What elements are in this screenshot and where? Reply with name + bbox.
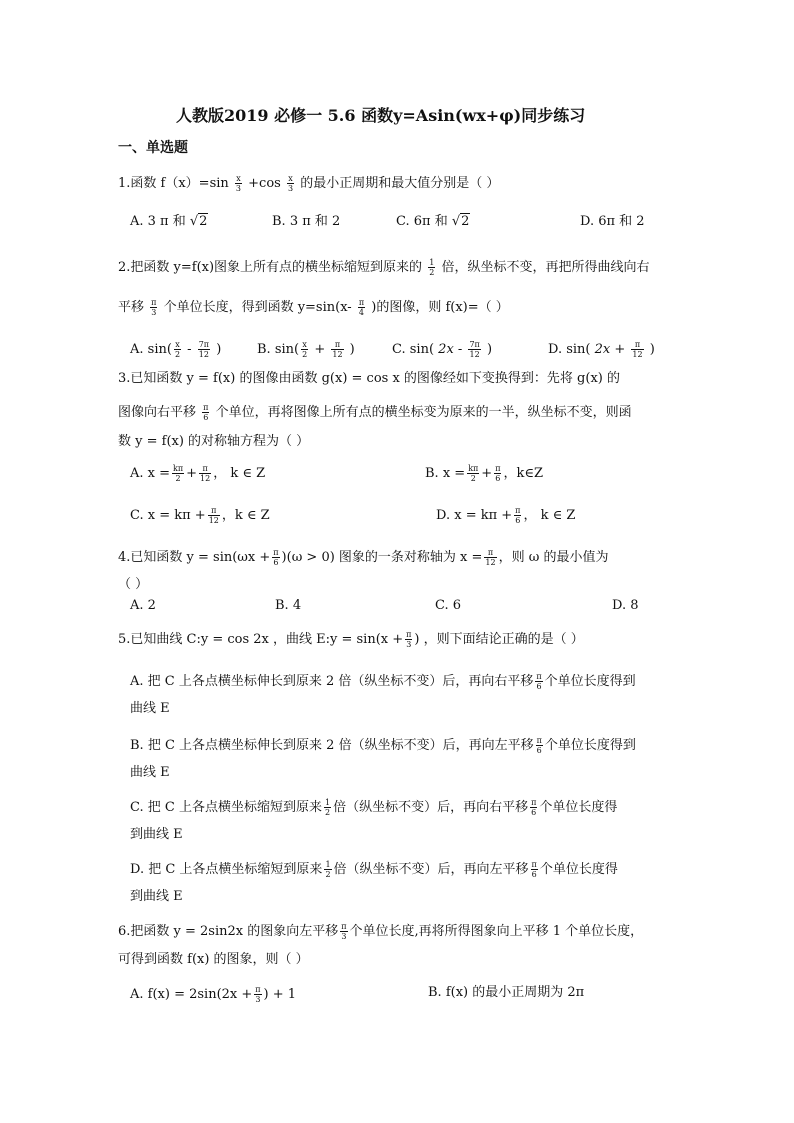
q5-option-b-line-1: B. 把 C 上各点横坐标伸长到原来 2 倍（纵坐标不变）后，再向左平移 $\frac{\pi}{6}$ 个单位长度得到 — [130, 736, 636, 755]
question-4-line-2: （ ） — [118, 577, 149, 592]
question-5-stem: 5.已知曲线 C:y = cos 2x ，曲线 E:y = sin(x + $\frac{\pi}{3}$ ) ，则下面结论正确的是（ ） — [118, 630, 584, 649]
question-1-stem: 1.函数 f（x）=sin $\frac{x}{3}$ +cos $\frac{x}{3}$ 的最小正周期和最大值分别是（ ） — [118, 174, 500, 193]
q1-option-d: D. 6π 和 2 — [580, 214, 645, 229]
q2-option-b: B. sin( $\frac{x}{2}$ + $\frac{\pi}{12}$ ) — [257, 340, 355, 359]
q6-option-b: B. f(x) 的最小正周期为 2π — [428, 985, 585, 1000]
question-2-line-1: 2.把函数 y=f(x)图象上所有点的横坐标缩短到原来的 $\frac{1}{2}$ 倍，纵坐标不变，再把所得曲线向右 — [118, 258, 650, 277]
q5-option-c-line-2: 到曲线 E — [130, 827, 183, 842]
q3-option-b: B. x = $\frac{k\pi}{2}$ + $\frac{\pi}{6}$ ，k∈Z — [425, 464, 544, 483]
q1-option-a: A. 3 π 和 √2 — [130, 214, 208, 229]
q6-option-a: A. f(x) = 2sin(2x + $\frac{\pi}{3}$ ) + 1 — [130, 985, 297, 1004]
q3-option-c: C. x = kπ + $\frac{\pi}{12}$ ，k ∈ Z — [130, 506, 270, 525]
q3-option-a: A. x = $\frac{k\pi}{2}$ + $\frac{\pi}{12}$ ， k ∈ Z — [130, 464, 266, 483]
fraction: $\frac{x}{3}$ — [287, 174, 294, 193]
q3-option-d: D. x = kπ + $\frac{\pi}{6}$ ， k ∈ Z — [436, 506, 576, 525]
q4-option-c: C. 6 — [435, 598, 462, 613]
q5-option-c-line-1: C. 把 C 上各点横坐标缩短到原来 $\frac{1}{2}$ 倍（纵坐标不变）后，再向右平移 $\frac{\pi}{6}$ 个单位长度得 — [130, 798, 618, 817]
q2-option-d: D. sin( 2x + $\frac{\pi}{12}$ ) — [548, 340, 655, 359]
fraction: $\frac{x}{3}$ — [235, 174, 242, 193]
question-6-line-2: 可得到函数 f(x) 的图象，则（ ） — [118, 952, 309, 967]
q4-option-a: A. 2 — [130, 598, 156, 613]
q5-option-a-line-1: A. 把 C 上各点横坐标伸长到原来 2 倍（纵坐标不变）后，再向右平移 $\frac{\pi}{6}$ 个单位长度得到 — [130, 672, 636, 691]
question-3-line-1: 3.已知函数 y = f(x) 的图像由函数 g(x) = cos x 的图像经如下变换得到：先将 g(x) 的 — [118, 371, 620, 386]
section-heading: 一、单选题 — [118, 140, 188, 156]
q1-option-b: B. 3 π 和 2 — [272, 214, 341, 229]
q1-option-c: C. 6π 和 √2 — [396, 214, 470, 229]
question-6-line-1: 6.把函数 y = 2sin2x 的图象向左平移 $\frac{\pi}{3}$ 个单位长度,再将所得图象向上平移 1 个单位长度， — [118, 922, 644, 941]
q4-option-d: D. 8 — [612, 598, 639, 613]
q5-option-a-line-2: 曲线 E — [130, 701, 170, 716]
q5-option-d-line-1: D. 把 C 上各点横坐标缩短到原来 $\frac{1}{2}$ 倍（纵坐标不变）后，再向左平移 $\frac{\pi}{6}$ 个单位长度得 — [130, 860, 618, 879]
q2-option-a: A. sin( $\frac{x}{2}$ - $\frac{7\pi}{12}$ ) — [130, 340, 222, 359]
question-3-line-2: 图像向右平移 $\frac{\pi}{6}$ 个单位，再将图像上所有点的横坐标变为原来的一半，纵坐标不变，则函 — [118, 403, 632, 422]
q4-option-b: B. 4 — [275, 598, 302, 613]
question-2-line-2: 平移 $\frac{\pi}{3}$ 个单位长度，得到函数 y=sin(x- $\frac{\pi}{4}$ )的图像，则 f(x)=（ ） — [118, 298, 509, 317]
question-4-line-1: 4.已知函数 y = sin(ωx + $\frac{\pi}{6}$ )(ω > 0) 图象的一条对称轴为 x = $\frac{\pi}{12}$ ，则 ω 的最小值为 — [118, 548, 609, 567]
question-3-line-3: 数 y = f(x) 的对称轴方程为（ ） — [118, 434, 310, 449]
q5-option-b-line-2: 曲线 E — [130, 765, 170, 780]
q2-option-c: C. sin( 2x - $\frac{7\pi}{12}$ ) — [392, 340, 493, 359]
q5-option-d-line-2: 到曲线 E — [130, 889, 183, 904]
page-title: 人教版2019 必修一 5.6 函数y=Asin(wx+φ)同步练习 — [176, 106, 586, 125]
